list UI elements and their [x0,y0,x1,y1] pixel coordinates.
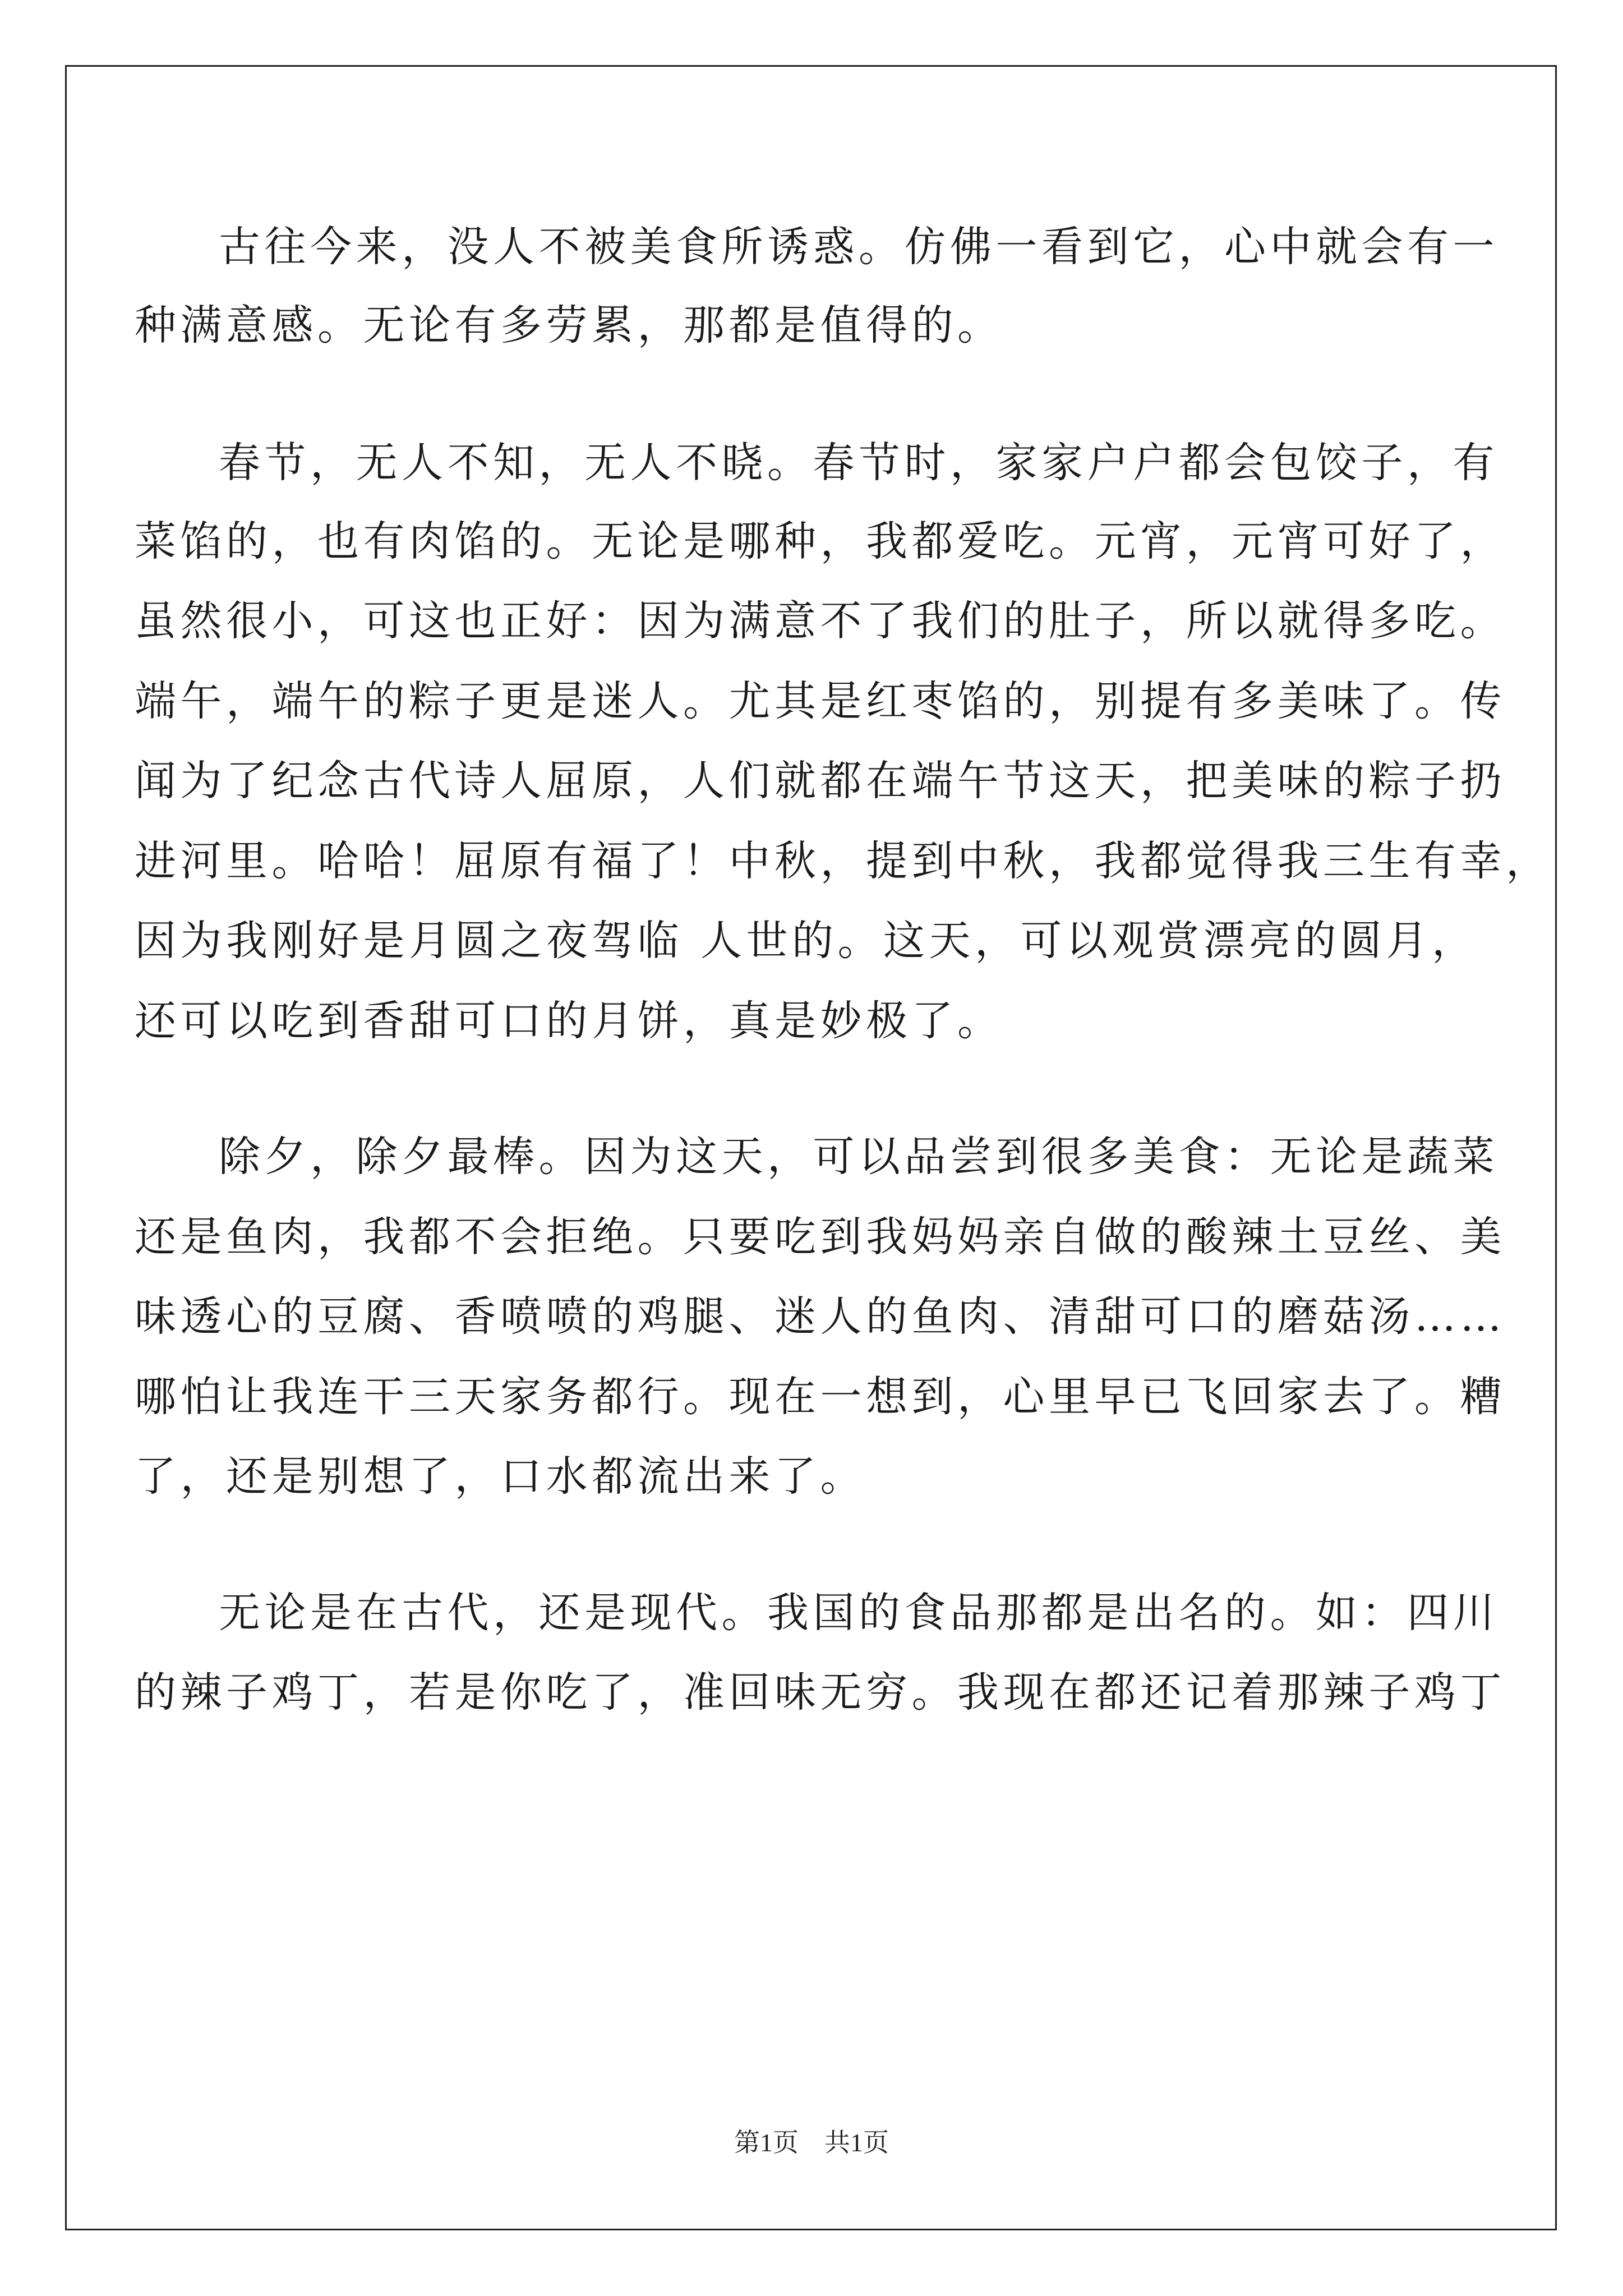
paragraph-2-line-1: 春节，无人不知，无人不晓。春节时，家家户户都会包饺子，有 [219,439,1498,487]
paragraph-2-line-8: 还可以吃到香甜可口的月饼，真是妙极了。 [135,997,1003,1045]
paragraph-1-line-2: 种满意感。无论有多劳累，那都是值得的。 [135,301,1003,349]
paragraph-2-line-3: 虽然很小，可这也正好：因为满意不了我们的肚子，所以就得多吃。 [135,597,1506,645]
paragraph-2-line-2: 菜馅的，也有肉馅的。无论是哪种，我都爱吃。元宵，元宵可好了， [135,517,1506,565]
paragraph-3-line-1: 除夕，除夕最棒。因为这天，可以品尝到很多美食：无论是蔬菜 [219,1133,1498,1181]
paragraph-3-line-5: 了，还是别想了，口水都流出来了。 [135,1452,866,1501]
paragraph-4-line-1: 无论是在古代，还是现代。我国的食品那都是出名的。如：四川 [219,1589,1498,1637]
paragraph-2-line-6: 进河里。哈哈！屈原有福了！中秋，提到中秋，我都觉得我三生有幸， [135,837,1552,885]
paragraph-2-line-7: 因为我刚好是月圆之夜驾临 人世的。这天，可以观赏漂亮的圆月， [135,917,1478,965]
paragraph-3-line-3: 味透心的豆腐、香喷喷的鸡腿、迷人的鱼肉、清甜可口的磨菇汤…… [135,1292,1506,1341]
paragraph-4-line-2: 的辣子鸡丁，若是你吃了，准回味无穷。我现在都还记着那辣子鸡丁 [135,1668,1506,1717]
paragraph-1-line-1: 古往今来，没人不被美食所诱惑。仿佛一看到它，心中就会有一 [219,223,1498,271]
paragraph-2-line-4: 端午，端午的粽子更是迷人。尤其是红枣馅的，别提有多美味了。传 [135,677,1506,725]
paragraph-2-line-5: 闻为了纪念古代诗人屈原，人们就都在端午节这天，把美味的粽子扔 [135,757,1506,805]
page-footer: 第1页 共1页 [734,2128,889,2157]
paragraph-3-line-2: 还是鱼肉，我都不会拒绝。只要吃到我妈妈亲自做的酸辣土豆丝、美 [135,1213,1506,1261]
paragraph-3-line-4: 哪怕让我连干三天家务都行。现在一想到，心里早已飞回家去了。糟 [135,1373,1506,1421]
